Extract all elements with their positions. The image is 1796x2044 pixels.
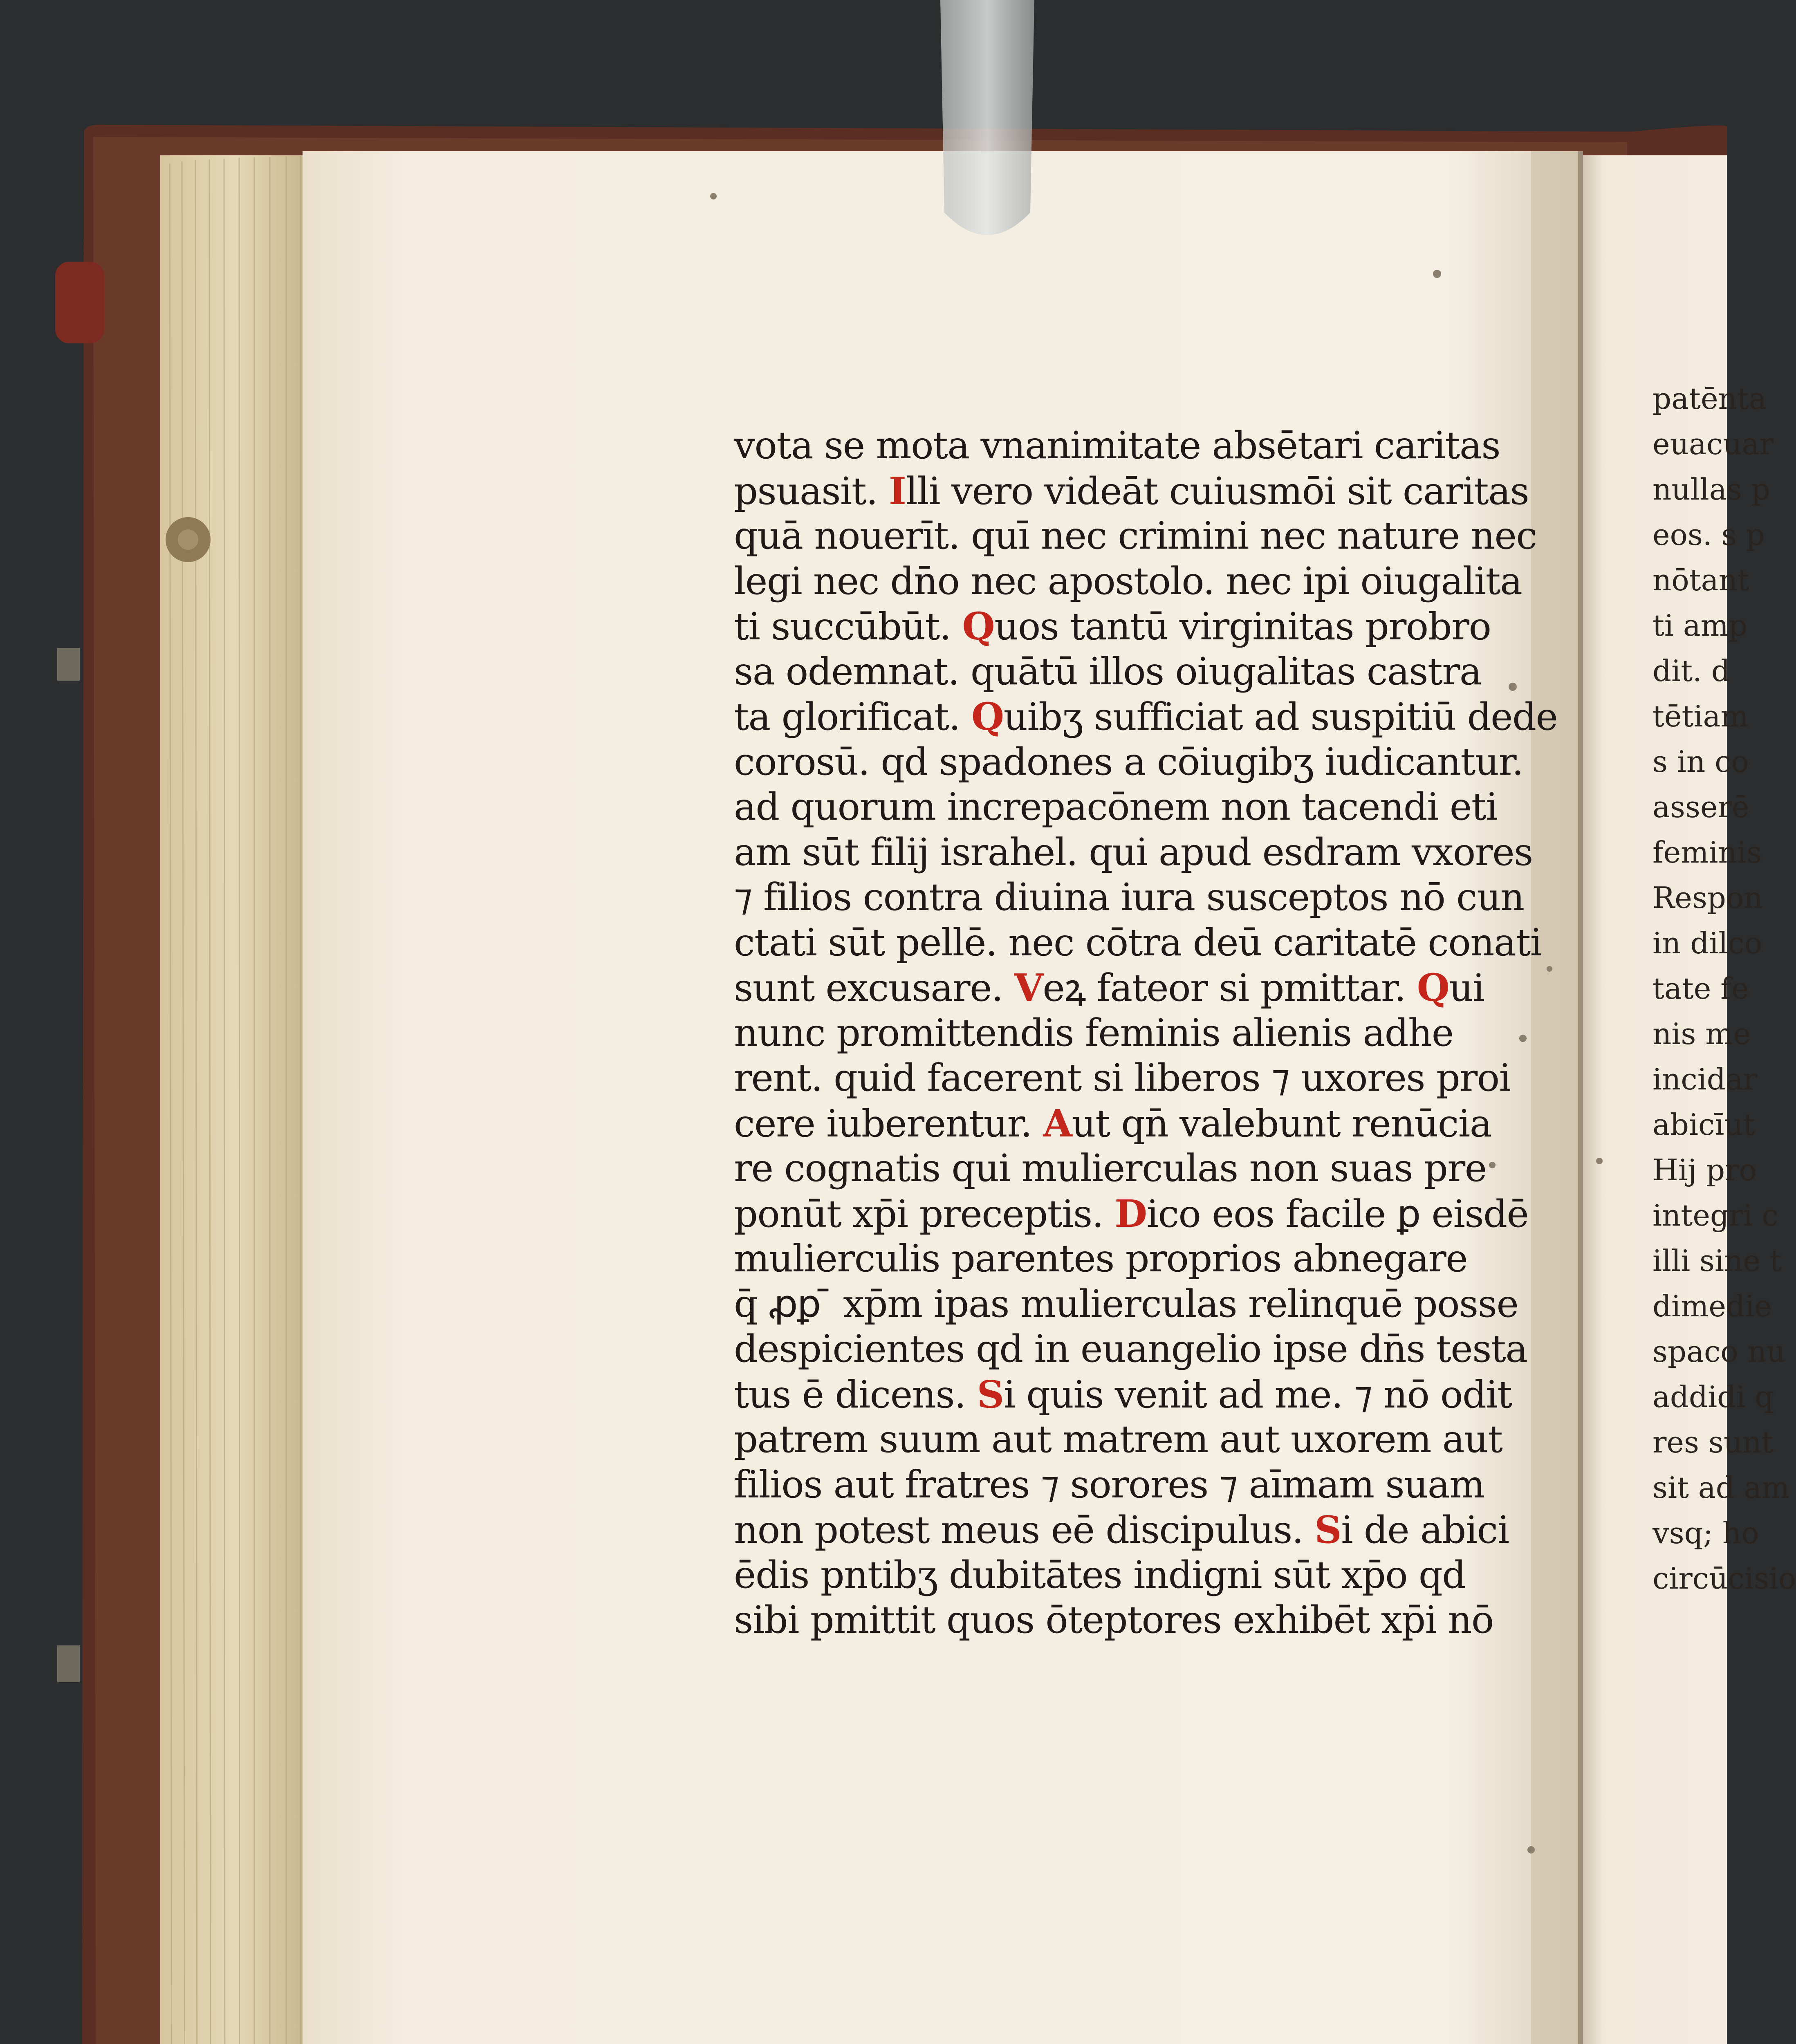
brass-pin-center — [178, 529, 198, 550]
text-segment: sibi pmittit quos ōteptores exhibēt xp̄i nō — [734, 1598, 1493, 1642]
fragment-line: nullas p — [1652, 472, 1770, 507]
text-segment: uibʒ sufficiat ad suspitiū dede — [1003, 695, 1558, 739]
fragment-line: sit ad am — [1652, 1470, 1789, 1505]
fragment-line: nōtant — [1652, 563, 1749, 597]
text-line — [734, 1553, 1494, 1598]
clasp-top — [57, 648, 80, 681]
text-line — [734, 1507, 1509, 1553]
text-segment: legi nec dn̄o nec apostolo. nec ipi oiugalita — [734, 559, 1522, 603]
text-segment: i quis venit ad me. ⁊ nō odit — [1003, 1372, 1512, 1416]
text-segment: patrem suum aut matrem aut uxorem aut — [734, 1417, 1502, 1461]
rubricated-initial: Q — [1417, 966, 1449, 1010]
page-divider — [1579, 151, 1583, 2044]
text-line — [734, 1101, 1494, 1146]
red-tab — [55, 262, 104, 343]
text-segment: quā nouerīt. quī nec crimini nec nature nec — [734, 514, 1537, 558]
text-line — [734, 1327, 1527, 1372]
fragment-line: spaco nu — [1652, 1334, 1786, 1369]
page-clip-top — [940, 0, 1034, 235]
text-line — [734, 513, 1537, 559]
text-segment: eꝝ fateor si pmittar. — [1043, 966, 1417, 1010]
text-segment: cere iuberentur. — [734, 1101, 1043, 1145]
text-segment: rent. quid facerent si liberos ⁊ uxores proi — [734, 1056, 1511, 1100]
text-segment: psuasit. — [734, 469, 889, 513]
text-segment: ctati sūt pellē. nec cōtra deū caritatē conati — [734, 920, 1542, 964]
text-line — [734, 920, 1542, 966]
text-segment: mulierculis parentes proprios abnegare — [734, 1237, 1468, 1280]
rubricated-initial: S — [1314, 1508, 1341, 1552]
fragment-line: euacuar — [1652, 427, 1774, 461]
text-line — [734, 1191, 1529, 1237]
text-segment: sa odemnat. quātū illos oiugalitas castra — [734, 649, 1482, 693]
text-line — [734, 1056, 1511, 1101]
rubricated-initial: A — [1043, 1101, 1072, 1145]
text-line — [734, 740, 1523, 785]
gutter-shadow — [1531, 151, 1582, 2044]
text-line — [734, 965, 1494, 1011]
text-line — [734, 784, 1498, 830]
rubricated-initial: V — [1014, 966, 1043, 1010]
text-line — [734, 423, 1500, 468]
text-line — [734, 1282, 1518, 1327]
text-segment: ad quorum increpacōnem non tacendi eti — [734, 785, 1498, 829]
fragment-line: tate fe — [1652, 971, 1749, 1006]
text-segment: re cognatis qui mulierculas non suas pre — [734, 1146, 1487, 1190]
fragment-line: s in co — [1652, 744, 1749, 779]
text-segment: ta glorificat. — [734, 695, 971, 739]
fragment-line: asserē — [1652, 790, 1749, 824]
text-segment: corosū. qd spadones a cōiugibʒ iudicantur. — [734, 740, 1523, 784]
rubricated-initial: I — [888, 468, 906, 513]
text-line — [734, 1598, 1494, 1643]
text-line — [734, 875, 1524, 920]
fragment-line: circūcisio — [1652, 1561, 1796, 1596]
text-segment: despicientes qd in euangelio ipse dn̄s testa — [734, 1327, 1527, 1371]
text-segment: ponūt xp̄i preceptis. — [734, 1192, 1115, 1236]
text-line — [734, 1462, 1494, 1508]
fragment-line: Hij pro — [1652, 1153, 1757, 1187]
text-line — [734, 1011, 1494, 1056]
fragment-line: vsq; ho — [1652, 1516, 1759, 1550]
fragment-line: dit. d — [1652, 654, 1730, 688]
fragment-line: Respon — [1652, 881, 1763, 915]
text-segment: am sūt filij israhel. qui apud esdram vxores — [734, 830, 1533, 874]
text-line — [734, 1146, 1494, 1191]
clasp-bottom — [57, 1645, 80, 1682]
fragment-line: integri c — [1652, 1198, 1778, 1233]
fragment-line: in dilco — [1652, 926, 1762, 960]
fragment-line: incidar — [1652, 1062, 1758, 1096]
text-segment: ēdis pntibʒ dubitātes indigni sūt xp̄o qd — [734, 1553, 1466, 1597]
rubricated-initial: Q — [962, 604, 995, 648]
text-line — [734, 830, 1533, 875]
fragment-line: ti amp — [1652, 608, 1748, 643]
text-segment: lli vero videāt cuiusmōi sit caritas — [906, 469, 1529, 513]
text-segment: q̄ ꝓꝑ ̄ xp̄m ipas mulierculas relinquē posse — [734, 1282, 1518, 1326]
text-segment: i de abici — [1341, 1508, 1509, 1552]
text-line — [734, 604, 1494, 649]
text-segment: non potest meus eē discipulus. — [734, 1508, 1315, 1552]
text-line — [734, 559, 1522, 604]
next-page-text-fragment — [1652, 376, 1796, 1601]
text-line — [734, 1372, 1512, 1417]
text-segment: filios aut fratres ⁊ sorores ⁊ aīmam suam — [734, 1462, 1484, 1506]
text-segment: sunt excusare. — [734, 966, 1014, 1010]
fragment-line: abicīut — [1652, 1107, 1755, 1142]
fragment-line: tētiam — [1652, 699, 1749, 733]
text-segment: ut qn̄ valebunt renūcia — [1072, 1101, 1492, 1145]
text-segment: ti succūbūt. — [734, 605, 962, 648]
text-segment: ⁊ filios contra diuina iura susceptos nō cun — [734, 875, 1524, 919]
text-segment: ui — [1449, 966, 1484, 1010]
text-segment: nunc promittendis feminis alienis adhe — [734, 1011, 1453, 1055]
rubricated-initial: S — [977, 1372, 1004, 1416]
printed-text-column — [734, 423, 1558, 1643]
text-line — [734, 694, 1558, 740]
text-segment: uos tantū virginitas probro — [994, 605, 1491, 648]
text-line — [734, 1417, 1502, 1462]
fragment-line: feminis — [1652, 835, 1762, 870]
fragment-line: patēnta — [1652, 381, 1767, 416]
rubricated-initial: D — [1114, 1191, 1147, 1236]
fragment-line: eos. s p — [1652, 518, 1765, 552]
text-line — [734, 1236, 1494, 1282]
text-line — [734, 468, 1529, 514]
text-segment: vota se mota vnanimitate absētari caritas — [734, 424, 1500, 467]
rubricated-initial: Q — [971, 695, 1004, 739]
fragment-line: nis me — [1652, 1017, 1751, 1051]
text-segment: ico eos facile ꝑ eisdē — [1146, 1192, 1529, 1236]
text-segment: tus ē dicens. — [734, 1372, 977, 1416]
text-line — [734, 649, 1494, 695]
fragment-line: illi sine t — [1652, 1244, 1782, 1278]
fragment-line: addidi q — [1652, 1380, 1774, 1414]
fragment-line: dimedie — [1652, 1289, 1772, 1323]
fragment-line: res sunt — [1652, 1425, 1774, 1459]
